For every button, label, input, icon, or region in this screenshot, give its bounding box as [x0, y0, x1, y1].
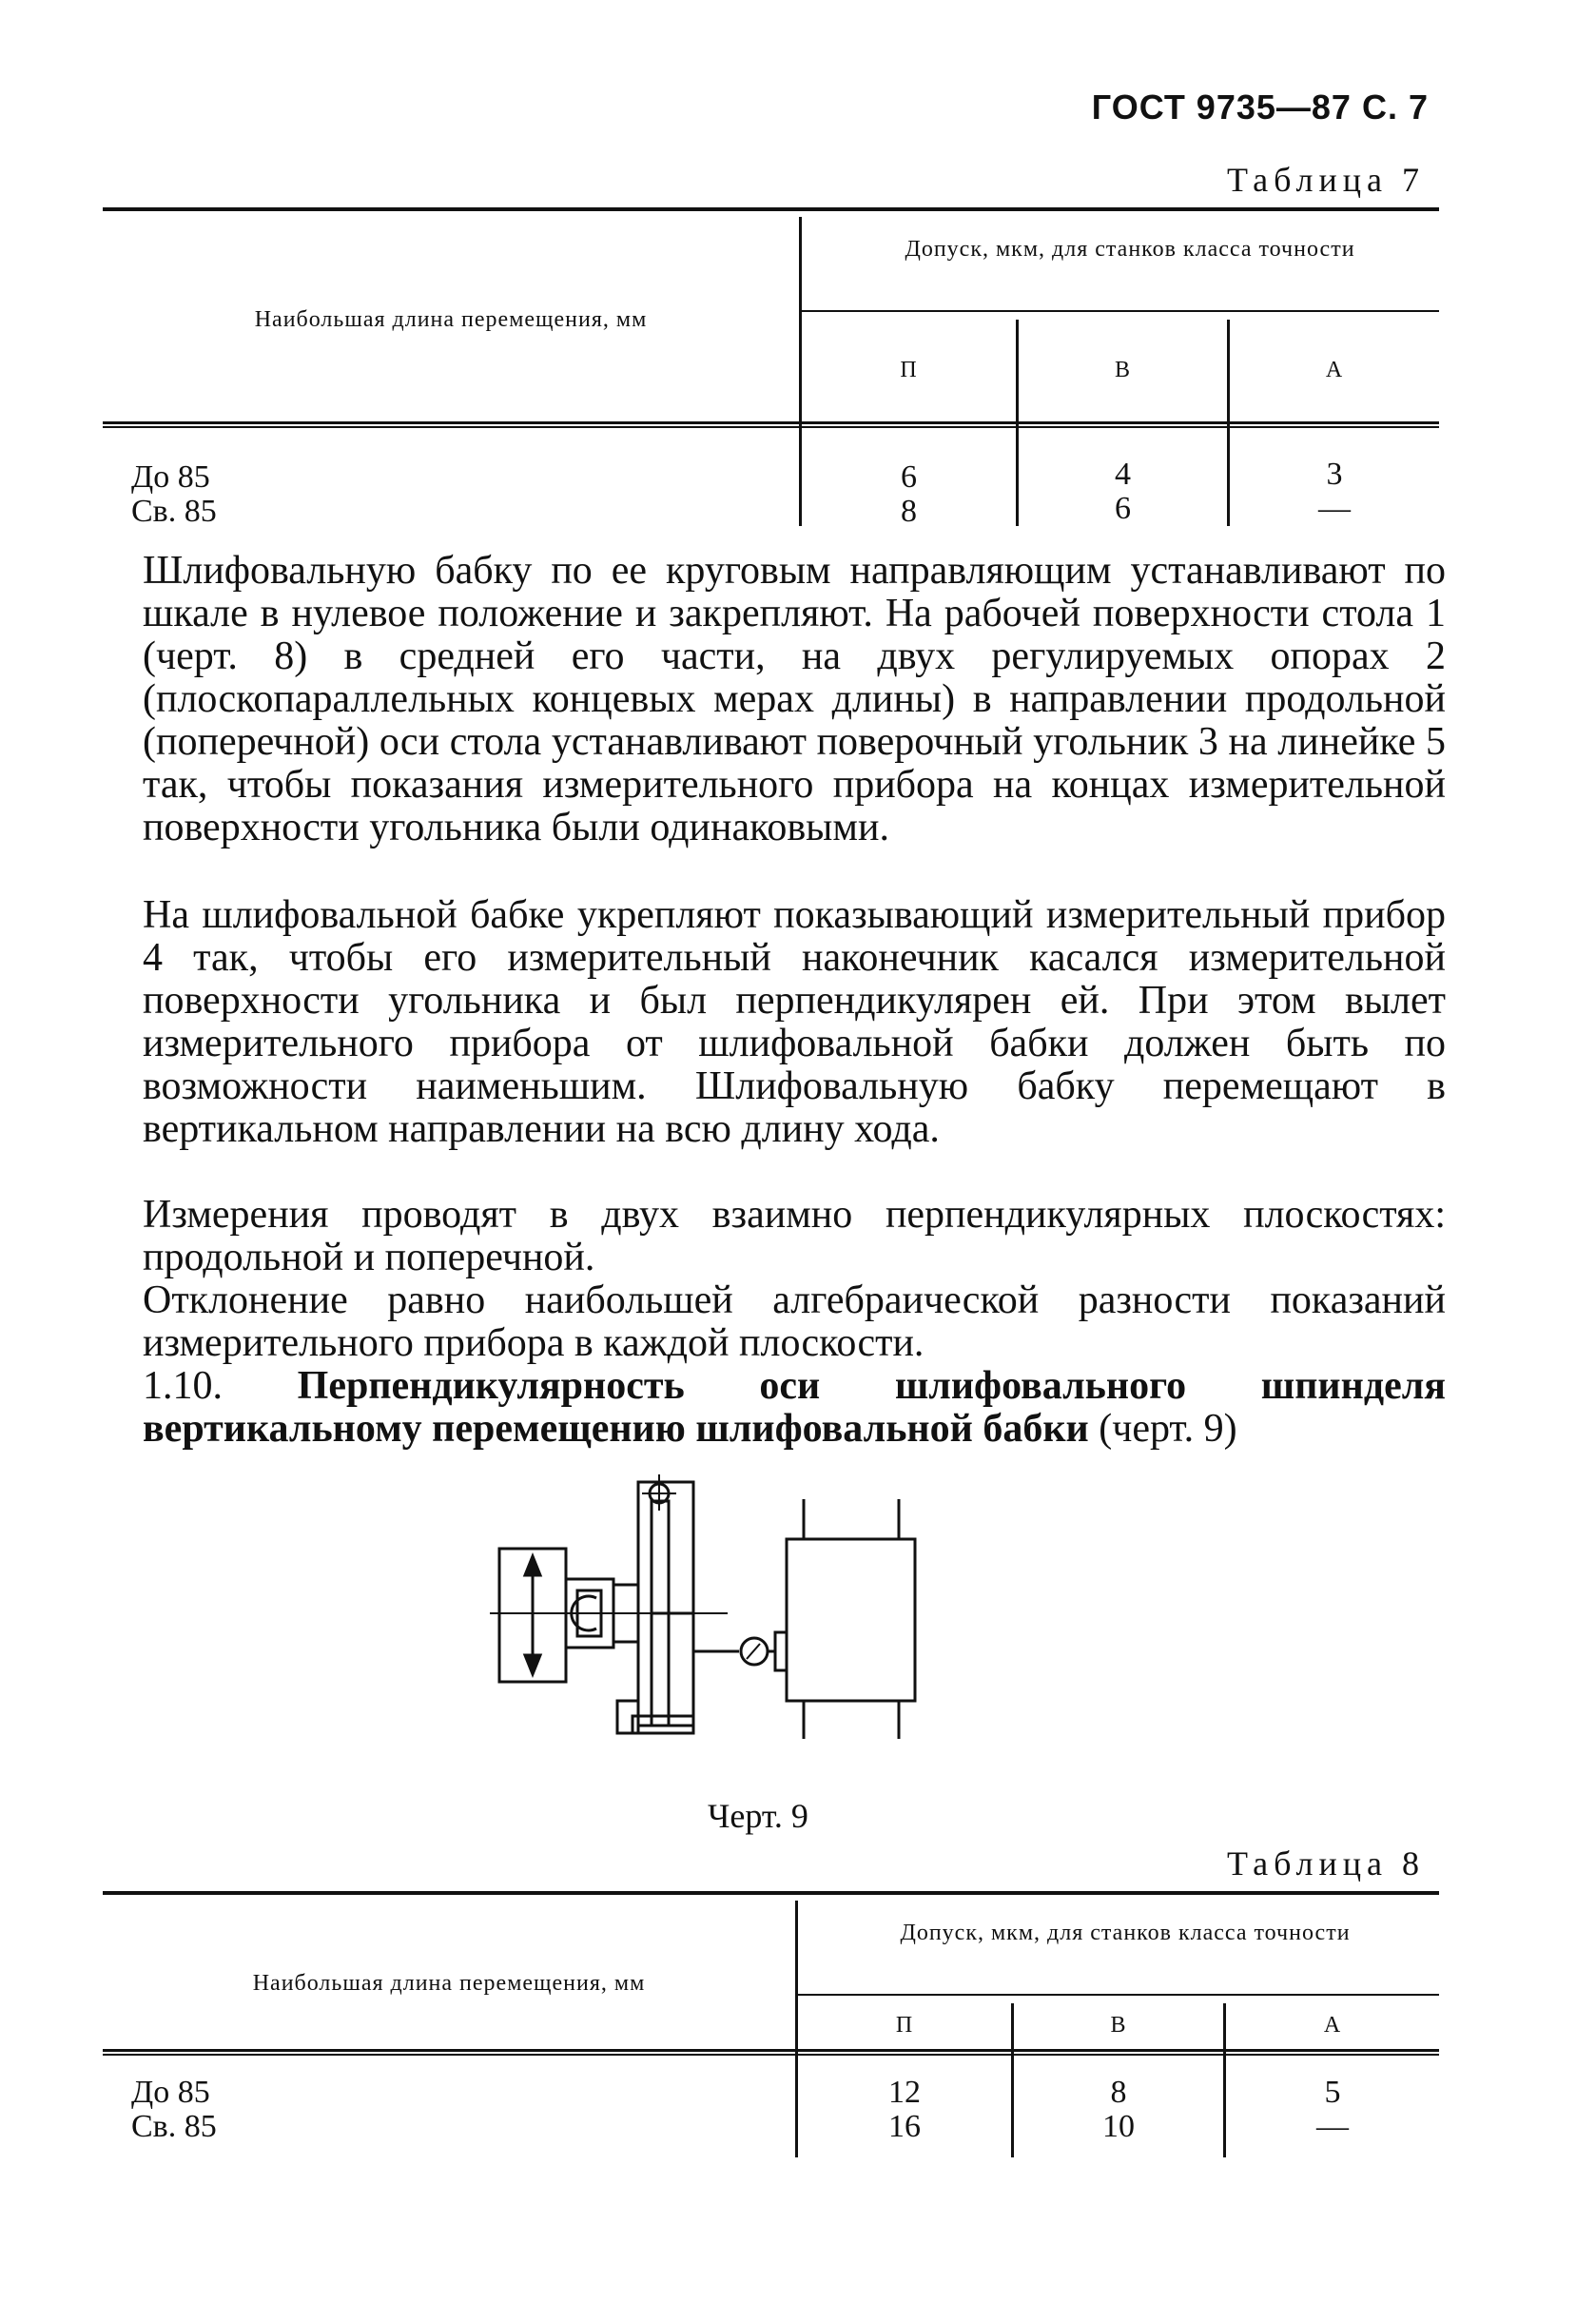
paragraph: Измерения проводят в двух взаимно перпендикулярных плоскостях: продольной и поперечной.	[143, 1193, 1446, 1279]
cell-value: 8	[901, 494, 917, 529]
paragraph: На шлифовальной бабке укрепляют показывающий измерительный прибор 4 так, чтобы его измерительный наконечник касался измерительной поверхности угольника и был перпендикулярен ей. При этом вылет измерительного прибора от шлифовальной бабки должен быть по возможности наименьшим. Шлифовальную бабку перемещают в вертикальном направлении на всю длину хода.	[143, 893, 1446, 1151]
table-header-divider	[799, 310, 1439, 312]
cell-value: 16	[888, 2109, 921, 2144]
mandrel-block	[787, 1539, 915, 1701]
table8	[103, 1891, 1439, 2167]
cell-value: 5	[1324, 2075, 1341, 2110]
col-header-tolerance: Допуск, мкм, для станков класса точности	[905, 237, 1355, 262]
figure-caption: Черт. 9	[708, 1797, 808, 1835]
table-header-divider	[795, 1994, 1439, 1996]
table-top-rule	[103, 207, 1439, 211]
col-header-length: Наибольшая длина перемещения, мм	[254, 307, 648, 332]
standard-number: ГОСТ 9735—87	[1091, 88, 1352, 127]
cell-value: 8	[1110, 2075, 1127, 2110]
table8-caption: Таблица 8	[1227, 1844, 1425, 1883]
square-column	[638, 1482, 693, 1726]
page-number: С. 7	[1361, 88, 1429, 127]
class-header: П	[895, 2013, 914, 2038]
cell-value: 6	[1115, 491, 1131, 526]
cell-value: —	[1316, 2109, 1349, 2144]
cell-value: 12	[888, 2075, 921, 2110]
drawing-9	[490, 1473, 946, 1758]
paragraph: Отклонение равно наибольшей алгебраической разности показаний измерительного прибора в каждой плоскости.	[143, 1278, 1446, 1365]
paragraph: Шлифовальную бабку по ее круговым направляющим устанавливают по шкале в нулевое положение и закрепляют. На рабочей поверхности стола 1 (черт. 8) в средней его части, на двух регулируемых опорах 2 (плоскопараллельных концевых мерах длины) в направлении продольной (поперечной) оси стола устанавливают поверочный угольник 3 на линейке 5 так, чтобы показания измерительного прибора на концах измерительной поверхности угольника были одинаковыми.	[143, 549, 1446, 849]
section-title: Перпендикулярность оси шлифовального шпинделя вертикальному перемещению шлифовальной бабки	[143, 1364, 1446, 1451]
row-length: До 85	[131, 2075, 210, 2110]
row-length: До 85	[131, 459, 210, 495]
page-header	[1092, 88, 1429, 127]
table7-caption: Таблица 7	[1227, 161, 1425, 199]
table-top-rule	[103, 1891, 1439, 1895]
cell-value: 4	[1115, 457, 1131, 492]
cell-value: 6	[901, 459, 917, 495]
row-length: Св. 85	[131, 494, 217, 529]
col-header-length: Наибольшая длина перемещения, мм	[252, 1971, 646, 1996]
cell-value: —	[1318, 491, 1351, 526]
col-header-tolerance: Допуск, мкм, для станков класса точности	[900, 1921, 1351, 1945]
section-number: 1.10.	[143, 1364, 223, 1408]
class-header: А	[1325, 358, 1344, 382]
table-header-rule	[103, 2049, 1439, 2056]
class-header: А	[1323, 2013, 1342, 2038]
class-header: П	[900, 358, 918, 382]
cell-value: 10	[1102, 2109, 1135, 2144]
section-heading	[143, 1365, 1446, 1451]
cell-value: 3	[1326, 457, 1343, 492]
class-header: В	[1114, 358, 1131, 382]
row-length: Св. 85	[131, 2109, 217, 2144]
section-ref: (черт. 9)	[1099, 1407, 1237, 1451]
table-header-rule	[103, 421, 1439, 428]
table7	[103, 207, 1439, 536]
class-header: В	[1110, 2013, 1127, 2038]
